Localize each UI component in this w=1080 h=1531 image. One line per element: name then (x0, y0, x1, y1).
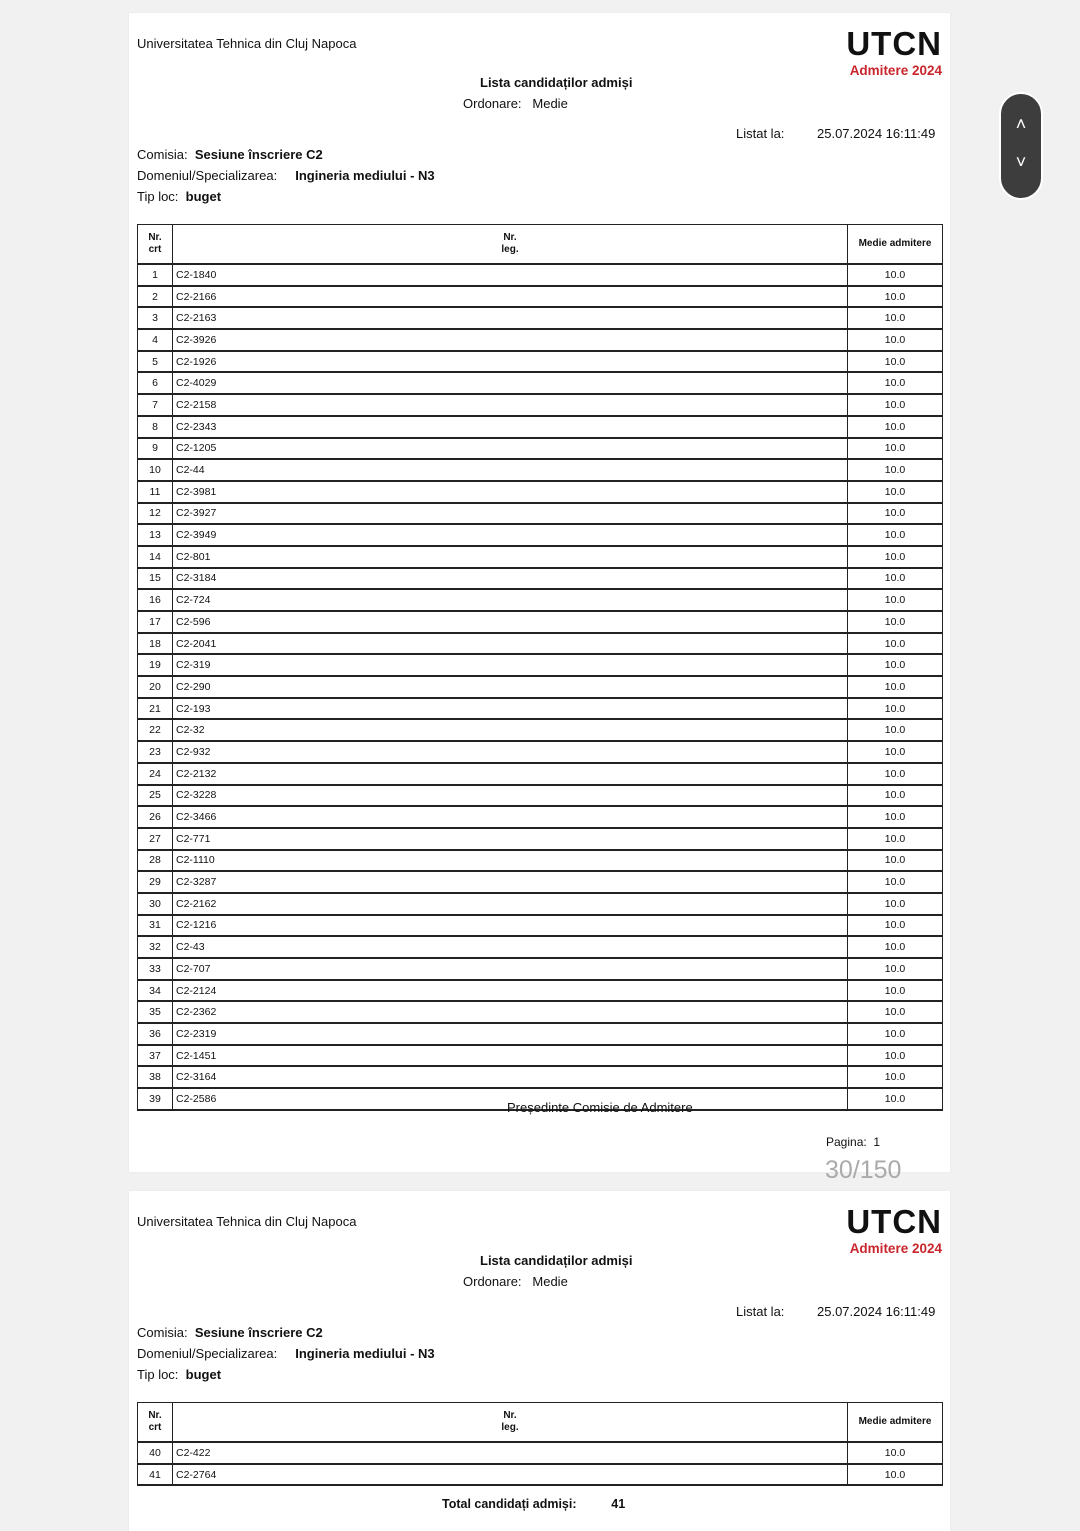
domain: Domeniul/Specializarea: Ingineria mediului - N3 (137, 168, 435, 183)
page-navigation (999, 92, 1043, 200)
admission-average: 10.0 (848, 806, 943, 828)
admission-average: 10.0 (848, 394, 943, 416)
admission-average: 10.0 (848, 416, 943, 438)
row-number: 8 (138, 416, 173, 438)
table-row (138, 828, 943, 850)
table-row (138, 351, 943, 373)
registration-number: C2-43 (173, 936, 848, 958)
row-number: 36 (138, 1023, 173, 1045)
commission: Comisia: Sesiune înscriere C2 (137, 147, 323, 162)
table-row (138, 524, 943, 546)
registration-number: C2-3949 (173, 524, 848, 546)
registration-number: C2-1216 (173, 915, 848, 937)
table-row (138, 611, 943, 633)
row-number: 4 (138, 329, 173, 351)
row-number: 13 (138, 524, 173, 546)
table-row (138, 329, 943, 351)
admission-average: 10.0 (848, 307, 943, 329)
listed-value: 25.07.2024 16:11:49 (817, 126, 936, 141)
registration-number: C2-2162 (173, 893, 848, 915)
domain: Domeniul/Specializarea: Ingineria mediului - N3 (137, 1346, 435, 1361)
admission-average: 10.0 (848, 1045, 943, 1067)
row-number: 35 (138, 1001, 173, 1023)
table-row (138, 264, 943, 286)
row-number: 22 (138, 719, 173, 741)
col-nr-crt: Nr. crt (138, 1403, 173, 1443)
row-number: 31 (138, 915, 173, 937)
admission-average: 10.0 (848, 980, 943, 1002)
table-row (138, 372, 943, 394)
registration-number: C2-1205 (173, 438, 848, 460)
university-name: Universitatea Tehnica din Cluj Napoca (137, 1214, 357, 1229)
row-number: 16 (138, 589, 173, 611)
admission-average: 10.0 (848, 741, 943, 763)
table-row (138, 1464, 943, 1486)
table-row (138, 416, 943, 438)
admission-average: 10.0 (848, 828, 943, 850)
col-nr-leg: Nr. leg. (173, 1403, 848, 1443)
admission-average: 10.0 (848, 850, 943, 872)
registration-number: C2-3228 (173, 785, 848, 807)
admission-average: 10.0 (848, 372, 943, 394)
registration-number: C2-2166 (173, 286, 848, 308)
table-row (138, 1442, 943, 1464)
registration-number: C2-290 (173, 676, 848, 698)
admission-average: 10.0 (848, 654, 943, 676)
admission-average: 10.0 (848, 351, 943, 373)
admission-average: 10.0 (848, 633, 943, 655)
row-number: 41 (138, 1464, 173, 1486)
admitted-table (137, 224, 943, 1111)
table-row (138, 481, 943, 503)
admission-average: 10.0 (848, 958, 943, 980)
row-number: 3 (138, 307, 173, 329)
registration-number: C2-1926 (173, 351, 848, 373)
row-number: 18 (138, 633, 173, 655)
admission-average: 10.0 (848, 719, 943, 741)
admission-average: 10.0 (848, 329, 943, 351)
registration-number: C2-2586 (173, 1088, 848, 1110)
registration-number: C2-2163 (173, 307, 848, 329)
registration-number: C2-771 (173, 828, 848, 850)
table-row (138, 850, 943, 872)
registration-number: C2-2158 (173, 394, 848, 416)
document-title: Lista candidaților admiși (480, 1253, 633, 1268)
row-number: 7 (138, 394, 173, 416)
seat-type: Tip loc: buget (137, 189, 222, 204)
row-number: 15 (138, 568, 173, 590)
registration-number: C2-2132 (173, 763, 848, 785)
registration-number: C2-3184 (173, 568, 848, 590)
table-row (138, 698, 943, 720)
registration-number: C2-1110 (173, 850, 848, 872)
total-admitted: Total candidați admiși: 41 (442, 1497, 626, 1511)
document-page-2 (129, 1191, 950, 1531)
document-title: Lista candidaților admiși (480, 75, 633, 90)
row-number: 24 (138, 763, 173, 785)
registration-number: C2-3287 (173, 871, 848, 893)
registration-number: C2-2362 (173, 1001, 848, 1023)
admitted-table (137, 1402, 943, 1486)
table-row (138, 503, 943, 525)
table-row (138, 568, 943, 590)
row-number: 26 (138, 806, 173, 828)
listed-label: Listat la: (736, 126, 785, 141)
admission-average: 10.0 (848, 698, 943, 720)
row-number: 39 (138, 1088, 173, 1110)
table-row (138, 806, 943, 828)
row-number: 37 (138, 1045, 173, 1067)
page-indicator: 30/150 (825, 1156, 902, 1184)
row-number: 6 (138, 372, 173, 394)
registration-number: C2-2764 (173, 1464, 848, 1486)
table-row (138, 785, 943, 807)
registration-number: C2-3164 (173, 1066, 848, 1088)
col-nr-leg: Nr. leg. (173, 225, 848, 265)
row-number: 38 (138, 1066, 173, 1088)
row-number: 30 (138, 893, 173, 915)
table-row (138, 871, 943, 893)
president-signature-label: Președinte Comisie de Admitere (507, 1100, 693, 1115)
admission-average: 10.0 (848, 264, 943, 286)
admission-average: 10.0 (848, 1464, 943, 1486)
ordering: Ordonare: Medie (463, 96, 568, 111)
registration-number: C2-3927 (173, 503, 848, 525)
registration-number: C2-2319 (173, 1023, 848, 1045)
row-number: 14 (138, 546, 173, 568)
admission-average: 10.0 (848, 676, 943, 698)
table-row (138, 936, 943, 958)
table-row (138, 1023, 943, 1045)
admission-average: 10.0 (848, 568, 943, 590)
admission-average: 10.0 (848, 763, 943, 785)
row-number: 21 (138, 698, 173, 720)
row-number: 11 (138, 481, 173, 503)
admission-average: 10.0 (848, 546, 943, 568)
registration-number: C2-801 (173, 546, 848, 568)
row-number: 1 (138, 264, 173, 286)
row-number: 25 (138, 785, 173, 807)
registration-number: C2-3466 (173, 806, 848, 828)
registration-number: C2-193 (173, 698, 848, 720)
table-row (138, 1066, 943, 1088)
registration-number: C2-2343 (173, 416, 848, 438)
registration-number: C2-2124 (173, 980, 848, 1002)
table-row (138, 589, 943, 611)
table-row (138, 980, 943, 1002)
admission-average: 10.0 (848, 1442, 943, 1464)
col-medie: Medie admitere (848, 1403, 943, 1443)
registration-number: C2-596 (173, 611, 848, 633)
listed-value: 25.07.2024 16:11:49 (817, 1304, 936, 1319)
document-page-1 (129, 13, 950, 1172)
table-row (138, 763, 943, 785)
row-number: 23 (138, 741, 173, 763)
registration-number: C2-3926 (173, 329, 848, 351)
admission-average: 10.0 (848, 936, 943, 958)
seat-type: Tip loc: buget (137, 1367, 222, 1382)
row-number: 19 (138, 654, 173, 676)
admission-average: 10.0 (848, 611, 943, 633)
registration-number: C2-1840 (173, 264, 848, 286)
row-number: 2 (138, 286, 173, 308)
table-row (138, 286, 943, 308)
table-row (138, 307, 943, 329)
table-row (138, 676, 943, 698)
registration-number: C2-4029 (173, 372, 848, 394)
table-row (138, 1045, 943, 1067)
table-row (138, 654, 943, 676)
admission-average: 10.0 (848, 785, 943, 807)
admission-average: 10.0 (848, 438, 943, 460)
registration-number: C2-707 (173, 958, 848, 980)
registration-number: C2-724 (173, 589, 848, 611)
commission: Comisia: Sesiune înscriere C2 (137, 1325, 323, 1340)
registration-number: C2-44 (173, 459, 848, 481)
admission-average: 10.0 (848, 1066, 943, 1088)
admission-average: 10.0 (848, 893, 943, 915)
table-row (138, 438, 943, 460)
table-row (138, 958, 943, 980)
row-number: 40 (138, 1442, 173, 1464)
admission-average: 10.0 (848, 1001, 943, 1023)
admission-average: 10.0 (848, 459, 943, 481)
utcn-logo: UTCN Admitere 2024 (846, 1203, 942, 1256)
registration-number: C2-3981 (173, 481, 848, 503)
row-number: 32 (138, 936, 173, 958)
registration-number: C2-32 (173, 719, 848, 741)
registration-number: C2-2041 (173, 633, 848, 655)
row-number: 5 (138, 351, 173, 373)
admission-average: 10.0 (848, 503, 943, 525)
row-number: 34 (138, 980, 173, 1002)
col-nr-crt: Nr. crt (138, 225, 173, 265)
ordering: Ordonare: Medie (463, 1274, 568, 1289)
admission-average: 10.0 (848, 871, 943, 893)
admission-average: 10.0 (848, 286, 943, 308)
table-row (138, 719, 943, 741)
table-row (138, 459, 943, 481)
row-number: 33 (138, 958, 173, 980)
registration-number: C2-1451 (173, 1045, 848, 1067)
page-number: Pagina: 1 (826, 1135, 881, 1149)
row-number: 27 (138, 828, 173, 850)
admission-average: 10.0 (848, 524, 943, 546)
admission-average: 10.0 (848, 1088, 943, 1110)
table-row (138, 1001, 943, 1023)
row-number: 20 (138, 676, 173, 698)
table-row (138, 915, 943, 937)
utcn-logo: UTCN Admitere 2024 (846, 25, 942, 78)
table-row (138, 546, 943, 568)
row-number: 9 (138, 438, 173, 460)
registration-number: C2-319 (173, 654, 848, 676)
chevron-down-icon[interactable]: ˅ (1015, 152, 1027, 172)
admission-average: 10.0 (848, 589, 943, 611)
table-row (138, 893, 943, 915)
table-row (138, 394, 943, 416)
registration-number: C2-932 (173, 741, 848, 763)
chevron-up-icon[interactable]: ˄ (1015, 114, 1027, 134)
table-row (138, 633, 943, 655)
university-name: Universitatea Tehnica din Cluj Napoca (137, 36, 357, 51)
row-number: 29 (138, 871, 173, 893)
listed-label: Listat la: (736, 1304, 785, 1319)
admission-average: 10.0 (848, 481, 943, 503)
row-number: 17 (138, 611, 173, 633)
row-number: 28 (138, 850, 173, 872)
col-medie: Medie admitere (848, 225, 943, 265)
table-row (138, 741, 943, 763)
admission-average: 10.0 (848, 915, 943, 937)
registration-number: C2-422 (173, 1442, 848, 1464)
row-number: 10 (138, 459, 173, 481)
admission-average: 10.0 (848, 1023, 943, 1045)
row-number: 12 (138, 503, 173, 525)
